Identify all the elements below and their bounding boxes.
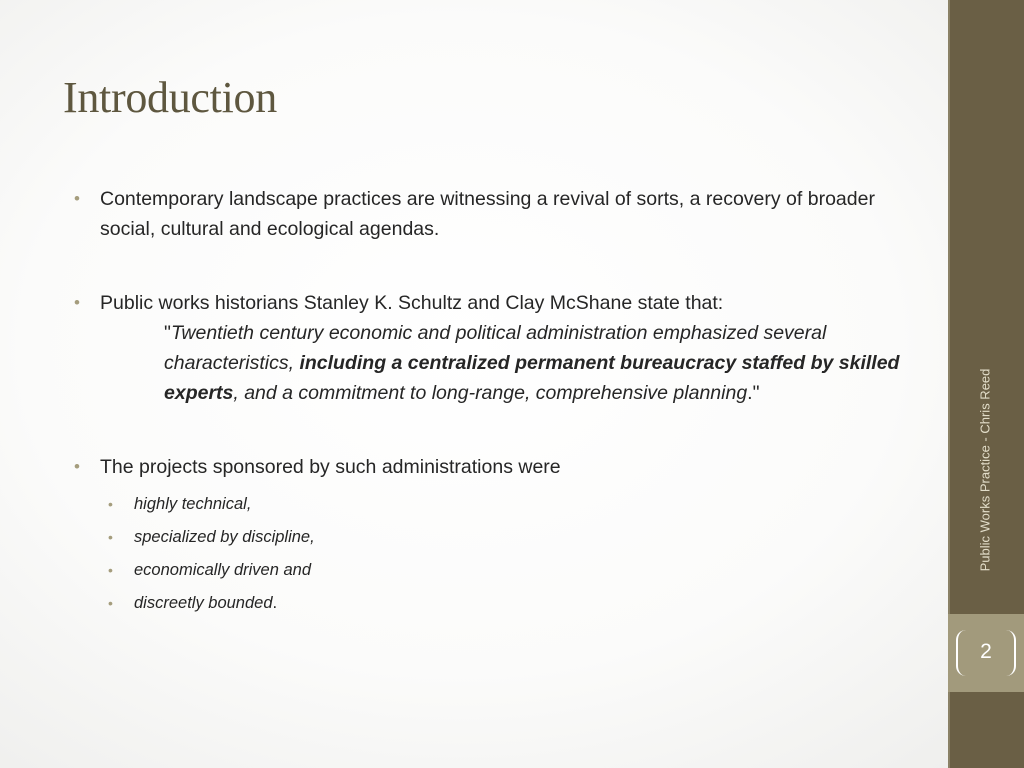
sub-bullet-text: highly technical, xyxy=(134,495,252,513)
quotation xyxy=(100,318,924,408)
sub-bullet-dot-icon: • xyxy=(108,529,113,545)
sub-bullet-text: specialized by discipline, xyxy=(134,528,315,546)
bullet-item xyxy=(74,288,924,408)
quote-bold-text: including a centralized permanent bureaucracy staffed by skilled experts xyxy=(164,352,900,404)
page-number: 2 xyxy=(980,640,992,663)
sub-bullet-dot-icon: • xyxy=(108,496,113,512)
sub-bullet-dot-icon: • xyxy=(108,595,113,611)
bullet-text: The projects sponsored by such administrations were xyxy=(100,456,561,478)
bullet-text: Contemporary landscape practices are witnessing a revival of sorts, a recovery of broader social, cultural and ecological agendas. xyxy=(100,188,875,240)
quote-text: , and a commitment to long-range, comprehensive planning xyxy=(233,382,748,404)
bullet-dot-icon: • xyxy=(74,457,80,476)
bullet-item xyxy=(74,452,924,482)
slide-title: Introduction xyxy=(63,73,277,122)
sub-bullet-item xyxy=(74,554,924,587)
sub-bullet-dot-icon: • xyxy=(108,562,113,578)
quote-close-mark: ." xyxy=(747,382,760,404)
sub-bullet-suffix: . xyxy=(272,594,278,612)
bullet-dot-icon: • xyxy=(74,293,80,312)
bullet-dot-icon: • xyxy=(74,189,80,208)
bullet-text: Public works historians Stanley K. Schultz and Clay McShane state that: xyxy=(100,292,724,314)
sub-bullet-item xyxy=(74,521,924,554)
quote-open-mark: " xyxy=(164,322,171,344)
sub-bullet-item xyxy=(74,587,924,620)
sub-bullet-item xyxy=(74,488,924,521)
bullet-item xyxy=(74,184,924,244)
slide-content xyxy=(74,184,924,620)
sub-bullet-text: discreetly bounded xyxy=(134,594,273,612)
sub-bullet-text: economically driven and xyxy=(134,561,312,579)
footer-text: Public Works Practice - Chris Reed xyxy=(977,368,993,572)
quote-text: Twentieth century economic and political administration emphasized several characteristics, xyxy=(164,322,827,374)
